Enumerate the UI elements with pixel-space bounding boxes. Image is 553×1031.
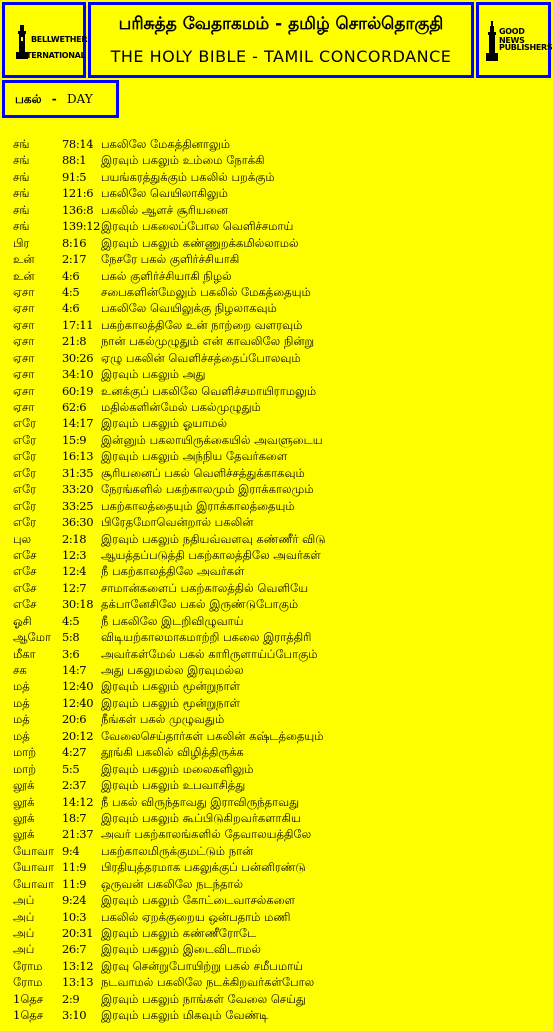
entry-book: எரே bbox=[13, 465, 37, 480]
entry-book: ஆமோ bbox=[13, 630, 51, 645]
entry-book: எரே bbox=[13, 449, 37, 464]
entry-reference: 14:7 bbox=[62, 663, 87, 677]
list-item bbox=[0, 415, 553, 431]
entry-text: தக்பானேசிலே பகல் இருண்டுபோகும் bbox=[101, 597, 299, 612]
entry-text: நீ பகற்காலத்திலே அவர்கள் bbox=[101, 564, 245, 579]
entry-text: நடவாமல் பகலிலே நடக்கிறவர்கள்போல bbox=[101, 975, 315, 990]
word-separator: - bbox=[51, 92, 57, 106]
entry-reference: 12:3 bbox=[62, 547, 87, 562]
entry-text: ஒருவன் பகலிலே நடந்தால் bbox=[101, 876, 244, 891]
entry-reference: 3:6 bbox=[62, 646, 80, 661]
good-news-logo bbox=[476, 2, 551, 78]
entry-text: நேரங்களில் பகற்காலமும் இராக்காலமும் bbox=[101, 482, 314, 497]
entry-reference: 13:12 bbox=[62, 958, 94, 973]
entry-book: லூக் bbox=[13, 810, 35, 825]
entry-reference: 4:5 bbox=[62, 613, 80, 628]
entry-text: உனக்குப் பகலிலே வெளிச்சமாயிராமலும் bbox=[101, 383, 317, 398]
list-item bbox=[0, 777, 553, 793]
entry-reference: 4:6 bbox=[62, 268, 80, 283]
word-heading-box bbox=[2, 80, 119, 118]
entry-text: இன்னும் பகலாயிருக்கையில் அவளுடைய bbox=[101, 432, 323, 447]
list-item bbox=[0, 925, 553, 941]
logo-text-line-1: BELLWETHER bbox=[31, 35, 88, 44]
entry-text: சாமான்களைப் பகற்காலத்தில் வெளியே bbox=[101, 580, 309, 595]
entry-reference: 121:6 bbox=[62, 186, 94, 201]
list-item bbox=[0, 678, 553, 694]
list-item bbox=[0, 498, 553, 514]
entry-reference: 34:10 bbox=[62, 367, 94, 382]
entry-book: சக bbox=[13, 663, 27, 677]
list-item bbox=[0, 268, 553, 284]
entry-book: அப் bbox=[13, 926, 35, 940]
concordance-list bbox=[0, 136, 553, 1024]
entry-text: இரவும் பகலும் அந்நிய தேவர்களை bbox=[101, 449, 288, 464]
entry-reference: 91:5 bbox=[62, 169, 87, 184]
list-item bbox=[0, 695, 553, 711]
list-item bbox=[0, 646, 553, 662]
header bbox=[0, 0, 553, 80]
entry-reference: 4:5 bbox=[62, 284, 80, 299]
list-item bbox=[0, 284, 553, 300]
list-item bbox=[0, 333, 553, 349]
entry-book: யோவா bbox=[13, 876, 55, 891]
entry-book: அப் bbox=[13, 942, 35, 957]
list-item bbox=[0, 794, 553, 810]
list-item bbox=[0, 399, 553, 415]
list-item bbox=[0, 991, 553, 1007]
entry-reference: 14:12 bbox=[62, 794, 94, 809]
entry-reference: 16:13 bbox=[62, 449, 94, 464]
entry-book: சங் bbox=[13, 137, 30, 151]
entry-reference: 13:13 bbox=[62, 975, 94, 990]
list-item bbox=[0, 662, 553, 678]
list-item bbox=[0, 613, 553, 629]
entry-text: தூங்கி பகலில் விழித்திருக்க bbox=[101, 745, 244, 760]
list-item bbox=[0, 843, 553, 859]
entry-text: இரவும் பகலும் ஓயாமல் bbox=[101, 416, 228, 431]
list-item bbox=[0, 448, 553, 464]
entry-reference: 36:30 bbox=[62, 515, 94, 530]
entry-reference: 60:19 bbox=[62, 383, 94, 398]
entry-text: இரவும் பகலும் நாங்கள் வேலை செய்து bbox=[101, 991, 306, 1006]
list-item bbox=[0, 547, 553, 563]
list-item bbox=[0, 810, 553, 826]
entry-book: எரே bbox=[13, 432, 37, 447]
entry-text: அவர்கள்மேல் பகல் காரிருளாய்ப்போகும் bbox=[101, 646, 318, 661]
logo-text-line-2: INTERNATIONAL bbox=[17, 51, 86, 60]
entry-reference: 33:20 bbox=[62, 482, 94, 497]
entry-book: ஏசா bbox=[13, 350, 35, 365]
entry-book: ரோம bbox=[13, 958, 43, 973]
entry-book: அப் bbox=[13, 909, 35, 924]
entry-text: மதில்களின்மேல் பகல்முழுதும் bbox=[101, 400, 261, 414]
entry-book: ஓசி bbox=[13, 613, 32, 628]
entry-book: லூக் bbox=[13, 794, 35, 809]
entry-text: இரவும் பகலும் உபவாசித்து bbox=[101, 778, 246, 793]
entry-reference: 20:6 bbox=[62, 712, 87, 727]
entry-reference: 2:18 bbox=[62, 531, 87, 546]
list-item bbox=[0, 826, 553, 842]
entry-reference: 11:9 bbox=[62, 860, 87, 875]
entry-text: நீங்கள் பகல் முழுவதும் bbox=[101, 712, 225, 727]
entry-reference: 14:17 bbox=[62, 416, 94, 431]
list-item bbox=[0, 300, 553, 316]
list-item bbox=[0, 958, 553, 974]
list-item bbox=[0, 629, 553, 645]
entry-book: மத் bbox=[13, 728, 30, 743]
entry-text: இரவும் பகலும் மலைகளிலும் bbox=[101, 761, 254, 776]
list-item bbox=[0, 152, 553, 168]
entry-reference: 78:14 bbox=[62, 137, 94, 151]
entry-book: எசே bbox=[13, 547, 37, 562]
entry-book: எசே bbox=[13, 597, 37, 612]
entry-reference: 2:17 bbox=[62, 252, 87, 267]
entry-reference: 12:40 bbox=[62, 695, 94, 710]
list-item bbox=[0, 580, 553, 596]
entry-text: இரவு சென்றுபோயிற்று பகல் சமீபமாய் bbox=[101, 958, 303, 973]
list-item bbox=[0, 136, 553, 152]
entry-book: மத் bbox=[13, 679, 30, 694]
entry-reference: 21:37 bbox=[62, 827, 94, 842]
entry-text: பகற்காலத்தையும் இராக்காலத்தையும் bbox=[101, 498, 295, 513]
entry-text: இரவும் பகலும் நதியவ்வளவு கண்ணீர் விடு bbox=[101, 531, 326, 546]
entry-book: யோவா bbox=[13, 860, 55, 875]
word-english: DAY bbox=[66, 92, 93, 106]
entry-book: சங் bbox=[13, 219, 30, 234]
entry-reference: 88:1 bbox=[62, 153, 87, 168]
list-item bbox=[0, 432, 553, 448]
entry-text: பகலிலே மேகத்தினாலும் bbox=[101, 137, 230, 151]
entry-text: அது பகலுமல்ல இரவுமல்ல bbox=[101, 663, 244, 677]
entry-text: இரவும் பகலும் கண்ணீரோடே bbox=[101, 926, 257, 940]
entry-book: எரே bbox=[13, 482, 37, 497]
entry-book: சங் bbox=[13, 202, 30, 217]
entry-book: எசே bbox=[13, 580, 37, 595]
list-item bbox=[0, 481, 553, 497]
entry-reference: 62:6 bbox=[62, 400, 87, 414]
entry-reference: 20:12 bbox=[62, 728, 94, 743]
logo-text-line-2: PUBLISHERS bbox=[499, 43, 553, 52]
list-item bbox=[0, 596, 553, 612]
entry-book: எரே bbox=[13, 498, 37, 513]
entry-book: ஏசா bbox=[13, 334, 35, 349]
entry-text: இரவும் பகலும் மிகவும் வேண்டி bbox=[101, 1008, 269, 1023]
entry-book: 1தெச bbox=[13, 1008, 44, 1023]
entry-reference: 2:9 bbox=[62, 991, 80, 1006]
entry-book: மாற் bbox=[13, 761, 37, 776]
entry-book: ஏசா bbox=[13, 317, 35, 332]
entry-book: 1தெச bbox=[13, 991, 44, 1006]
entry-reference: 20:31 bbox=[62, 926, 94, 940]
entry-reference: 5:5 bbox=[62, 761, 80, 776]
word-tamil: பகல் bbox=[15, 92, 42, 106]
list-item bbox=[0, 761, 553, 777]
entry-reference: 4:27 bbox=[62, 745, 87, 760]
entry-reference: 18:7 bbox=[62, 810, 87, 825]
entry-reference: 9:4 bbox=[62, 843, 80, 858]
title-english: THE HOLY BIBLE - TAMIL CONCORDANCE bbox=[110, 47, 452, 66]
entry-text: பிரதியுத்தரமாக பகலுக்குப் பன்னிரண்டு bbox=[101, 860, 306, 875]
entry-reference: 2:37 bbox=[62, 778, 87, 793]
entry-text: இரவும் பகலும் அது bbox=[101, 367, 206, 382]
list-item bbox=[0, 909, 553, 925]
entry-reference: 5:8 bbox=[62, 630, 80, 645]
entry-text: பகலில் ஆளச் சூரியனை bbox=[101, 202, 228, 217]
entry-text: இரவும் பகலும் மூன்றுநாள் bbox=[101, 679, 240, 694]
list-item bbox=[0, 859, 553, 875]
entry-book: சங் bbox=[13, 186, 30, 201]
entry-reference: 10:3 bbox=[62, 909, 87, 924]
entry-reference: 3:10 bbox=[62, 1008, 87, 1023]
entry-text: இரவும் பகலும் கோட்டைவாசல்களை bbox=[101, 893, 295, 908]
entry-book: புல bbox=[13, 531, 32, 546]
entry-book: மத் bbox=[13, 695, 30, 710]
list-item bbox=[0, 202, 553, 218]
entry-book: ரோம bbox=[13, 975, 43, 990]
entry-book: லூக் bbox=[13, 778, 35, 793]
entry-text: சூரியனைப் பகல் வெளிச்சத்துக்காகவும் bbox=[101, 465, 305, 480]
entry-book: ஏசா bbox=[13, 301, 35, 316]
entry-book: அப் bbox=[13, 893, 35, 908]
entry-text: அவர் பகற்காலங்களில் தேவாலயத்திலே bbox=[101, 827, 312, 842]
entry-book: ஏசா bbox=[13, 400, 35, 414]
entry-reference: 4:6 bbox=[62, 301, 80, 316]
list-item bbox=[0, 531, 553, 547]
entry-text: விடியற்காலமாகமாற்றி பகலை இராத்திரி bbox=[101, 630, 312, 645]
entry-book: சங் bbox=[13, 169, 30, 184]
entry-book: ஏசா bbox=[13, 284, 35, 299]
entry-book: சங் bbox=[13, 153, 30, 168]
list-item bbox=[0, 218, 553, 234]
list-item bbox=[0, 941, 553, 957]
entry-book: லூக் bbox=[13, 827, 35, 842]
entry-text: ஆயத்தப்படுத்தி பகற்காலத்திலே அவர்கள் bbox=[101, 547, 321, 562]
tower-icon bbox=[485, 21, 499, 61]
entry-reference: 11:9 bbox=[62, 876, 87, 891]
list-item bbox=[0, 563, 553, 579]
list-item bbox=[0, 711, 553, 727]
word-heading bbox=[15, 92, 93, 108]
entry-book: பிர bbox=[13, 235, 30, 250]
entry-text: வேலைசெய்தார்கள் பகலின் கஷ்டத்தையும் bbox=[101, 728, 324, 743]
entry-text: பகலிலே வெயிலுக்கு நிழலாகவும் bbox=[101, 301, 277, 316]
entry-text: ஏழு பகலின் வெளிச்சத்தைப்போலவும் bbox=[101, 350, 301, 365]
entry-text: நீ பகலிலே இடறிவிழுவாய் bbox=[101, 613, 244, 628]
entry-text: இரவும் பகலும் உம்மை நோக்கி bbox=[101, 153, 265, 168]
entry-reference: 17:11 bbox=[62, 317, 94, 332]
entry-book: ஏசா bbox=[13, 367, 35, 382]
entry-text: பகற்காலமிருக்குமட்டும் நான் bbox=[101, 843, 254, 858]
list-item bbox=[0, 366, 553, 382]
entry-book: உன் bbox=[13, 268, 35, 283]
list-item bbox=[0, 465, 553, 481]
entry-text: இரவும் பகலைப்போல வெளிச்சமாய் bbox=[101, 219, 294, 234]
entry-text: இரவும் பகலும் மூன்றுநாள் bbox=[101, 695, 240, 710]
list-item bbox=[0, 251, 553, 267]
entry-text: பகலில் ஏறக்குறைய ஒன்பதாம் மணி bbox=[101, 909, 291, 924]
list-item bbox=[0, 728, 553, 744]
list-item bbox=[0, 876, 553, 892]
entry-book: எரே bbox=[13, 515, 37, 530]
entry-text: நேசரே பகல் குளிர்ச்சியாகி bbox=[101, 252, 240, 267]
entry-reference: 15:9 bbox=[62, 432, 87, 447]
entry-book: யோவா bbox=[13, 843, 55, 858]
entry-text: நான் பகல்முழுதும் என் காவலிலே நின்று bbox=[101, 334, 315, 349]
entry-book: எசே bbox=[13, 564, 37, 579]
entry-book: மத் bbox=[13, 712, 30, 727]
entry-text: பகற்காலத்திலே உன் நாற்றை வளரவும் bbox=[101, 317, 303, 332]
list-item bbox=[0, 974, 553, 990]
list-item bbox=[0, 185, 553, 201]
entry-reference: 33:25 bbox=[62, 498, 94, 513]
entry-reference: 21:8 bbox=[62, 334, 87, 349]
entry-text: இரவும் பகலும் கூப்பிடுகிறவர்களாகிய bbox=[101, 810, 301, 825]
entry-text: பிரேதமோவென்றால் பகலின் bbox=[101, 515, 254, 530]
entry-book: மீகா bbox=[13, 646, 36, 661]
list-item bbox=[0, 1007, 553, 1023]
title-tamil: பரிசுத்த வேதாகமம் - தமிழ் சொல்தொகுதி bbox=[118, 14, 444, 34]
entry-text: நீ பகல் விருந்தாவது இராவிருந்தாவது bbox=[101, 794, 300, 809]
list-item bbox=[0, 350, 553, 366]
entry-reference: 136:8 bbox=[62, 202, 94, 217]
list-item bbox=[0, 383, 553, 399]
entry-text: பகல் குளிர்ச்சியாகி நிழல் bbox=[101, 268, 232, 283]
entry-book: எரே bbox=[13, 416, 37, 431]
logo-text-line-1: GOOD NEWS bbox=[499, 27, 525, 45]
entry-reference: 30:26 bbox=[62, 350, 94, 365]
entry-reference: 139:12 bbox=[62, 219, 101, 234]
entry-text: இரவும் பகலும் கண்ணுறக்கமில்லாமல் bbox=[101, 235, 299, 250]
bellwether-logo bbox=[2, 2, 86, 78]
entry-book: மாற் bbox=[13, 745, 37, 760]
entry-text: பயங்கரத்துக்கும் பகலில் பறக்கும் bbox=[101, 169, 275, 184]
entry-reference: 9:24 bbox=[62, 893, 87, 908]
entry-reference: 26:7 bbox=[62, 942, 87, 957]
entry-book: உன் bbox=[13, 252, 35, 267]
entry-reference: 12:7 bbox=[62, 580, 87, 595]
title-box bbox=[88, 2, 474, 78]
entry-reference: 30:18 bbox=[62, 597, 94, 612]
entry-text: சபைகளின்மேலும் பகலில் மேகத்தையும் bbox=[101, 284, 311, 299]
entry-reference: 12:40 bbox=[62, 679, 94, 694]
list-item bbox=[0, 169, 553, 185]
entry-text: பகலிலே வெயிலாகிலும் bbox=[101, 186, 228, 201]
entry-reference: 12:4 bbox=[62, 564, 87, 579]
entry-text: இரவும் பகலும் இடைவிடாமல் bbox=[101, 942, 261, 957]
list-item bbox=[0, 317, 553, 333]
entry-book: ஏசா bbox=[13, 383, 35, 398]
entry-reference: 8:16 bbox=[62, 235, 87, 250]
list-item bbox=[0, 235, 553, 251]
list-item bbox=[0, 514, 553, 530]
list-item bbox=[0, 744, 553, 760]
list-item bbox=[0, 892, 553, 908]
entry-reference: 31:35 bbox=[62, 465, 94, 480]
